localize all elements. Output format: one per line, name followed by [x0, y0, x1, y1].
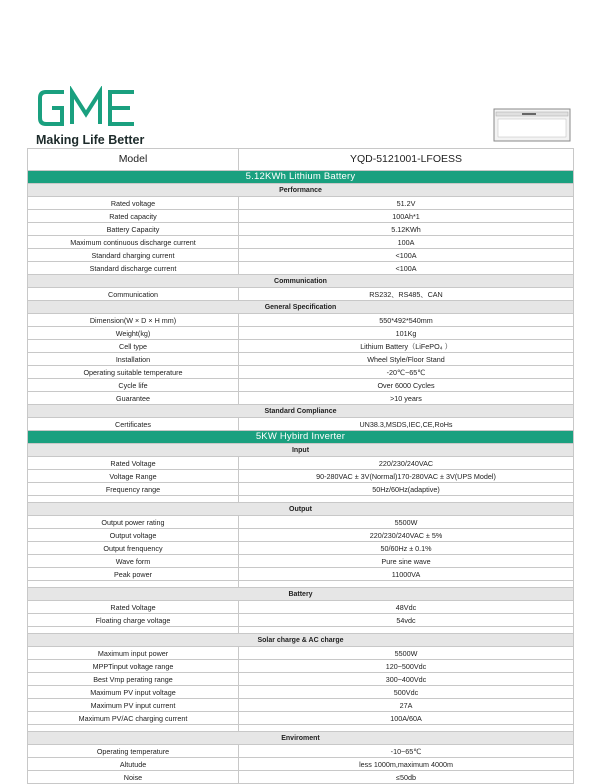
spec-label: Maximum input power: [28, 647, 239, 660]
spacer-cell: [28, 725, 239, 732]
model-label: Model: [28, 149, 239, 171]
spec-value: -10~65℃: [239, 745, 574, 758]
spec-label: Rated capacity: [28, 210, 239, 223]
spec-row: [28, 660, 574, 673]
spec-label: Communication: [28, 288, 239, 301]
spec-row: [28, 392, 574, 405]
spec-value: 51.2V: [239, 197, 574, 210]
section-banner: [28, 431, 574, 444]
document-header: [0, 0, 600, 148]
subsection-header: [28, 634, 574, 647]
gme-logo: [38, 86, 138, 130]
spec-value: Wheel Style/Floor Stand: [239, 353, 574, 366]
spacer-cell: [28, 496, 239, 503]
spec-value: 5.12KWh: [239, 223, 574, 236]
spec-value: 500Vdc: [239, 686, 574, 699]
spec-table: [27, 148, 574, 784]
spec-row: [28, 614, 574, 627]
spacer-cell: [239, 725, 574, 732]
spec-label: Installation: [28, 353, 239, 366]
spacer-cell: [28, 581, 239, 588]
spec-label: Wave form: [28, 555, 239, 568]
spec-label: Frequency range: [28, 483, 239, 496]
spec-value: 100A: [239, 236, 574, 249]
spec-label: Rated Voltage: [28, 457, 239, 470]
spec-value: 11000VA: [239, 568, 574, 581]
spec-row: [28, 758, 574, 771]
spacer-row: [28, 581, 574, 588]
spec-row: [28, 418, 574, 431]
subsection-title: Communication: [28, 275, 574, 288]
spec-value: 48Vdc: [239, 601, 574, 614]
spec-value: -20℃~65℃: [239, 366, 574, 379]
spec-row: [28, 686, 574, 699]
spec-value: 50/60Hz ± 0.1%: [239, 542, 574, 555]
spec-row: [28, 288, 574, 301]
spec-label: Operating temperature: [28, 745, 239, 758]
spec-label: Output frenquency: [28, 542, 239, 555]
spec-value: 220/230/240VAC ± 5%: [239, 529, 574, 542]
spec-label: Standard charging current: [28, 249, 239, 262]
spec-value: 550*492*540mm: [239, 314, 574, 327]
subsection-header: [28, 405, 574, 418]
spec-label: Rated Voltage: [28, 601, 239, 614]
spec-row: [28, 542, 574, 555]
subsection-header: [28, 503, 574, 516]
spec-value: 27A: [239, 699, 574, 712]
spec-row: [28, 457, 574, 470]
spec-label: MPPTinput voltage range: [28, 660, 239, 673]
spec-label: Altutude: [28, 758, 239, 771]
spec-row: [28, 249, 574, 262]
spacer-cell: [239, 627, 574, 634]
spec-value: RS232、RS485、CAN: [239, 288, 574, 301]
spec-row: [28, 555, 574, 568]
section-banner-title: 5.12KWh Lithium Battery: [28, 171, 574, 184]
subsection-title: Solar charge & AC charge: [28, 634, 574, 647]
spec-label: Rated voltage: [28, 197, 239, 210]
spec-value: 300~400Vdc: [239, 673, 574, 686]
spec-row: [28, 647, 574, 660]
spec-row: [28, 601, 574, 614]
spacer-row: [28, 496, 574, 503]
spec-row: [28, 483, 574, 496]
section-banner-title: 5KW Hybird Inverter: [28, 431, 574, 444]
spec-label: Maximum PV/AC charging current: [28, 712, 239, 725]
spec-row: [28, 366, 574, 379]
spec-value: 220/230/240VAC: [239, 457, 574, 470]
spec-row: [28, 699, 574, 712]
spec-value: Pure sine wave: [239, 555, 574, 568]
spec-value: 120~500Vdc: [239, 660, 574, 673]
subsection-title: Standard Compliance: [28, 405, 574, 418]
spec-value: Over 6000 Cycles: [239, 379, 574, 392]
spec-label: Cycle life: [28, 379, 239, 392]
spec-label: Certificates: [28, 418, 239, 431]
subsection-header: [28, 444, 574, 457]
spec-value: less 1000m,maximum 4000m: [239, 758, 574, 771]
model-value: YQD-5121001-LFOESS: [239, 149, 574, 171]
spec-value: Lithium Battery（LiFePO₄ ）: [239, 340, 574, 353]
spec-value: 101Kg: [239, 327, 574, 340]
spec-row: [28, 223, 574, 236]
spec-value: <100A: [239, 249, 574, 262]
spec-label: Operating suitable temperature: [28, 366, 239, 379]
spec-row: [28, 529, 574, 542]
spec-row: [28, 673, 574, 686]
subsection-header: [28, 301, 574, 314]
spacer-cell: [239, 581, 574, 588]
spec-label: Standard discharge current: [28, 262, 239, 275]
spec-label: Battery Capacity: [28, 223, 239, 236]
spec-label: Noise: [28, 771, 239, 784]
spec-value: UN38.3,MSDS,IEC,CE,RoHs: [239, 418, 574, 431]
subsection-title: Battery: [28, 588, 574, 601]
spec-value: 100A/60A: [239, 712, 574, 725]
subsection-title: Performance: [28, 184, 574, 197]
spec-row: [28, 197, 574, 210]
spec-label: Guarantee: [28, 392, 239, 405]
spec-value: ≤50db: [239, 771, 574, 784]
subsection-header: [28, 184, 574, 197]
subsection-header: [28, 732, 574, 745]
spec-row: [28, 353, 574, 366]
spec-row: [28, 236, 574, 249]
spec-value: 5500W: [239, 647, 574, 660]
section-banner: [28, 171, 574, 184]
spacer-row: [28, 725, 574, 732]
spec-value: 5500W: [239, 516, 574, 529]
spec-label: Maximum continuous discharge current: [28, 236, 239, 249]
spec-value: 50Hz/60Hz(adaptive): [239, 483, 574, 496]
spec-row: [28, 210, 574, 223]
spec-label: Maximum PV input voltage: [28, 686, 239, 699]
spec-label: Floating charge voltage: [28, 614, 239, 627]
spec-row: [28, 262, 574, 275]
spec-row: [28, 314, 574, 327]
subsection-title: Input: [28, 444, 574, 457]
spec-row: [28, 516, 574, 529]
spec-value: 100Ah*1: [239, 210, 574, 223]
spec-row: [28, 340, 574, 353]
spec-label: Weight(kg): [28, 327, 239, 340]
spacer-cell: [239, 496, 574, 503]
spacer-cell: [28, 627, 239, 634]
spec-row: [28, 379, 574, 392]
subsection-header: [28, 588, 574, 601]
spec-value: <100A: [239, 262, 574, 275]
spec-label: Maximum PV input current: [28, 699, 239, 712]
brand-tagline: Making Life Better: [36, 133, 145, 147]
spacer-row: [28, 627, 574, 634]
spec-label: Peak power: [28, 568, 239, 581]
spec-label: Best Vmp perating range: [28, 673, 239, 686]
battery-device-image: [492, 105, 572, 145]
spec-label: Output power rating: [28, 516, 239, 529]
spec-row: [28, 745, 574, 758]
spec-label: Output voltage: [28, 529, 239, 542]
subsection-title: General Specification: [28, 301, 574, 314]
spec-row: [28, 470, 574, 483]
spec-value: >10 years: [239, 392, 574, 405]
spec-label: Dimension(W × D × H mm): [28, 314, 239, 327]
spec-row: [28, 568, 574, 581]
subsection-header: [28, 275, 574, 288]
subsection-title: Output: [28, 503, 574, 516]
spec-row: [28, 327, 574, 340]
spec-label: Cell type: [28, 340, 239, 353]
spec-value: 54vdc: [239, 614, 574, 627]
spec-label: Voltage Range: [28, 470, 239, 483]
spec-row: [28, 712, 574, 725]
model-row: [28, 149, 574, 171]
spec-value: 90-280VAC ± 3V(Normal)170-280VAC ± 3V(UPS Model): [239, 470, 574, 483]
subsection-title: Enviroment: [28, 732, 574, 745]
